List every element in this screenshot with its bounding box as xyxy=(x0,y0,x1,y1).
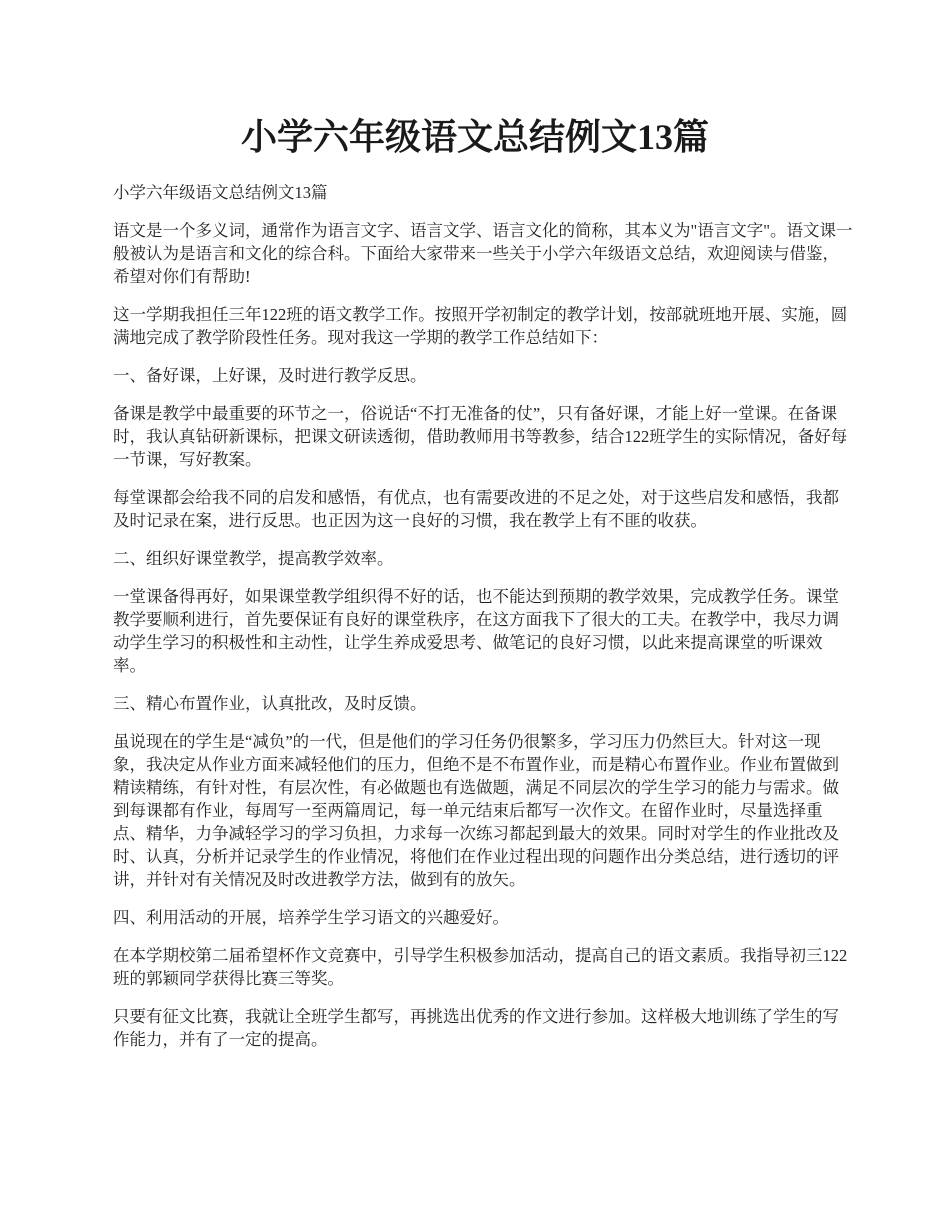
overview-paragraph: 这一学期我担任三年122班的语文教学工作。按照开学初制定的教学计划，按部就班地开展、实施，圆满地完成了教学阶段性任务。现对我这一学期的教学工作总结如下： xyxy=(113,305,848,347)
section-heading-1: 一、备好课，上好课，及时进行教学反思。 xyxy=(113,366,427,385)
subtitle-paragraph: 小学六年级语文总结例文13篇 xyxy=(113,183,328,202)
section-1-paragraph-1: 备课是教学中最重要的环节之一，俗说话“不打无准备的仗”，只有备好课，才能上好一堂课。在备课时，我认真钻研新课标，把课文研读透彻，借助教师用书等教参，结合122班学生的实际情况，备好每一节课，写好教案。 xyxy=(113,404,848,469)
section-heading-3: 三、精心布置作业，认真批改，及时反馈。 xyxy=(113,694,427,713)
intro-paragraph: 语文是一个多义词，通常作为语言文字、语言文学、语言文化的简称，其本义为"语言文字"。语文课一般被认为是语言和文化的综合科。下面给大家带来一些关于小学六年级语文总结，欢迎阅读与借鉴，希望对你们有帮助! xyxy=(113,221,853,286)
section-2-paragraph-1: 一堂课备得再好，如果课堂教学组织得不好的话，也不能达到预期的教学效果，完成教学任务。课堂教学要顺利进行，首先要保证有良好的课堂秩序，在这方面我下了很大的工夫。在教学中，我尽力调动学生学习的积极性和主动性，让学生养成爱思考、做笔记的良好习惯，以此来提高课堂的听课效率。 xyxy=(113,587,839,675)
section-3-paragraph-1: 虽说现在的学生是“减负”的一代，但是他们的学习任务仍很繁多，学习压力仍然巨大。针对这一现象，我决定从作业方面来减轻他们的压力，但绝不是不布置作业，而是精心布置作业。作业布置做到精读精练，有针对性，有层次性，有必做题也有选做题，满足不同层次的学生学习的能力与需求。做到每课都有作业，每周写一至两篇周记，每一单元结束后都写一次作文。在留作业时，尽量选择重点、精华，力争减轻学习的学习负担，力求每一次练习都起到最大的效果。同时对学生的作业批改及时、认真，分析并记录学生的作业情况，将他们在作业过程出现的问题作出分类总结，进行透切的评讲，并针对有关情况及时改进教学方法，做到有的放矢。 xyxy=(113,732,839,889)
section-heading-4: 四、利用活动的开展，培养学生学习语文的兴趣爱好。 xyxy=(113,908,509,927)
section-1-paragraph-2: 每堂课都会给我不同的启发和感悟，有优点，也有需要改进的不足之处，对于这些启发和感悟，我都及时记录在案，进行反思。也正因为这一良好的习惯，我在教学上有不匪的收获。 xyxy=(113,488,839,530)
section-4-paragraph-2: 只要有征文比赛，我就让全班学生都写，再挑选出优秀的作文进行参加。这样极大地训练了学生的写作能力，并有了一定的提高。 xyxy=(113,1007,839,1049)
section-4-paragraph-1: 在本学期校第二届希望杯作文竞赛中，引导学生积极参加活动，提高自己的语文素质。我指导初三122班的郭颖同学获得比赛三等奖。 xyxy=(113,946,848,988)
document-title: 小学六年级语文总结例文13篇 xyxy=(240,117,709,157)
document-body xyxy=(113,181,853,1066)
section-heading-2: 二、组织好课堂教学，提高教学效率。 xyxy=(113,549,394,568)
